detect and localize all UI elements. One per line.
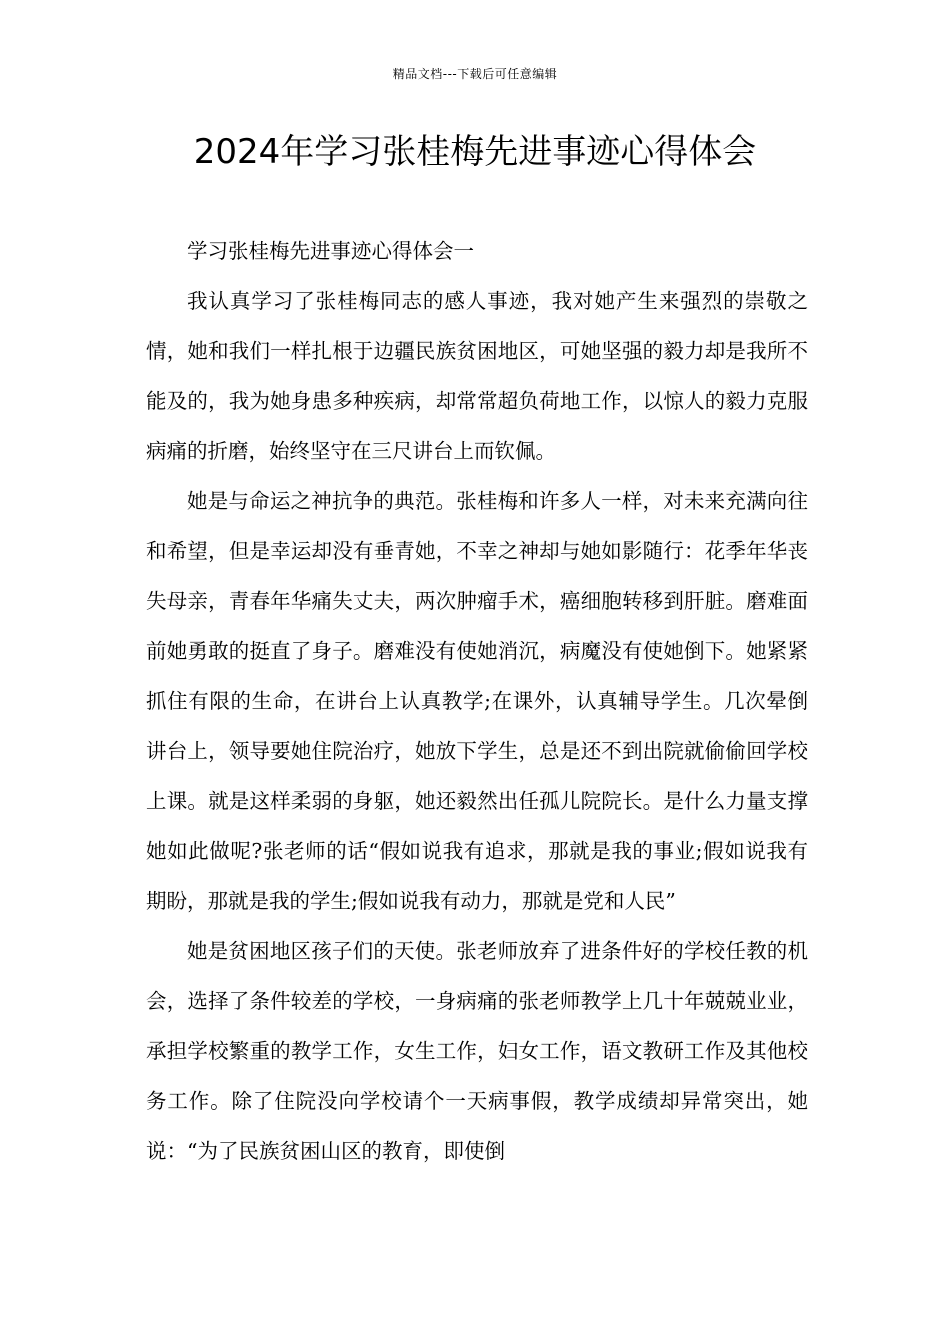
page-header: 精品文档---下载后可任意编辑 <box>392 67 558 81</box>
section-subheading: 学习张桂梅先进事迹心得体会一 <box>187 239 474 263</box>
paragraph-3: 她是贫困地区孩子们的天使。张老师放弃了进条件好的学校任教的机会，选择了条件较差的学校，一身病痛的张老师教学上几十年兢兢业业，承担学校繁重的教学工作，女生工作，妇女工作，语文教研工作及其他校务工作。除了住院没向学校请个一天病事假，教学成绩却异常突出，她说：“为了民族贫困山区的教育，即使倒 <box>146 939 808 1163</box>
document-body <box>146 226 808 1176</box>
document-title: 2024年学习张桂梅先进事迹心得体会 <box>193 132 757 172</box>
paragraph-2: 她是与命运之神抗争的典范。张桂梅和许多人一样，对未来充满向往和希望，但是幸运却没有垂青她，不幸之神却与她如影随行：花季年华丧失母亲，青春年华痛失丈夫，两次肿瘤手术，癌细胞转移到肝脏。磨难面前她勇敢的挺直了身子。磨难没有使她消沉，病魔没有使她倒下。她紧紧抓住有限的生命，在讲台上认真教学;在课外，认真辅导学生。几次晕倒讲台上，领导要她住院治疗，她放下学生，总是还不到出院就偷偷回学校上课。就是这样柔弱的身躯，她还毅然出任孤儿院院长。是什么力量支撑她如此做呢?张老师的话“假如说我有追求，那就是我的事业;假如说我有期盼，那就是我的学生;假如说我有动力，那就是党和人民” <box>146 489 808 913</box>
paragraph-1: 我认真学习了张桂梅同志的感人事迹，我对她产生来强烈的崇敬之情，她和我们一样扎根于边疆民族贫困地区，可她坚强的毅力却是我所不能及的，我为她身患多种疾病，却常常超负荷地工作，以惊人的毅力克服病痛的折磨，始终坚守在三尺讲台上而钦佩。 <box>146 289 808 463</box>
